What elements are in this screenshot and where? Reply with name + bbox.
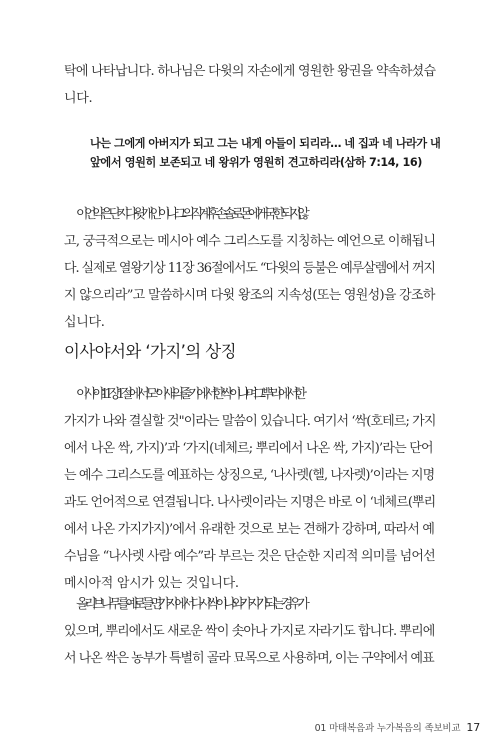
text-line: 올리브나무를 예로 들면, 가지에서 다시 싹이 나와 가지가 되는 경우가	[76, 597, 306, 612]
text-line: 가지가 나와 결실할 것"이라는 말씀이 있습니다. 여기서 ‘싹(호테르; 가지	[64, 414, 436, 429]
text-line: 다. 실제로 열왕기상 11장 36절에서도 “다윗의 등불은 예루살렘에서 꺼지	[64, 261, 435, 276]
quote-line: 나는 그에게 아버지가 되고 그는 내게 아들이 되리라… 네 집과 네 나라가 내	[90, 137, 441, 150]
olive-paragraph	[64, 591, 436, 672]
text-line: 는 예수 그리스도를 예표하는 상징으로, ‘나사렛(헬, 나자렛)’이라는 지명	[64, 468, 435, 483]
page-footer	[315, 720, 480, 734]
quote-line: 앞에서 영원히 보존되고 네 왕위가 영원히 견고하리라(삼하 7:14, 16)	[90, 156, 423, 169]
page-number: 17	[466, 721, 480, 734]
chapter-title: 01 마태복음과 누가복음의 족보비교	[314, 723, 461, 734]
text-line: 에서 나온 가지가지)’에서 유래한 것으로 보는 견해가 강하며, 따라서 예	[64, 522, 435, 537]
text-line: 있으며, 뿌리에서도 새로운 싹이 솟아나 가지로 자라기도 합니다. 뿌리에	[64, 624, 435, 639]
text-line: 이사야 11장 1절에서도 "이새의 줄기에서 한 싹이 나며 그 뿌리에서 한	[76, 387, 303, 402]
covenant-paragraph	[64, 201, 436, 336]
text-line: 니다.	[64, 91, 93, 106]
section-heading: 이사야서와 ‘가지’의 상징	[64, 342, 236, 361]
text-line: 이 언약은 단지 다윗 개인이나 그의 직계 후손 솔로몬에게 국한되지 않	[76, 207, 306, 222]
text-line: 에서 나온 싹, 가지)’과 ‘가지(네체르; 뿌리에서 나온 싹, 가지)’라는 단어	[64, 441, 433, 456]
scripture-quote	[90, 134, 440, 172]
text-line: 메시아적 암시가 있는 것입니다.	[64, 576, 239, 591]
text-line: 탁에 나타납니다. 하나님은 다윗의 자손에게 영원한 왕권을 약속하셨습	[64, 64, 436, 79]
intro-paragraph	[64, 58, 436, 112]
text-line: 과도 언어적으로 연결됩니다. 나사렛이라는 지명은 바로 이 ‘네체르(뿌리	[64, 495, 436, 510]
text-line: 서 나온 싹은 농부가 특별히 골라 묘목으로 사용하며, 이는 구약에서 예표	[64, 651, 434, 666]
text-line: 십니다.	[64, 315, 105, 330]
isaiah-paragraph	[64, 381, 436, 597]
text-line: 고, 궁극적으로는 메시아 예수 그리스도를 지칭하는 예언으로 이해됩니	[64, 234, 436, 249]
text-line: 지 않으리라”고 말씀하시며 다윗 왕조의 지속성(또는 영원성)을 강조하	[64, 288, 435, 303]
text-line: 수님을 “나사렛 사람 예수”라 부르는 것은 단순한 지리적 의미를 넘어선	[64, 549, 435, 564]
